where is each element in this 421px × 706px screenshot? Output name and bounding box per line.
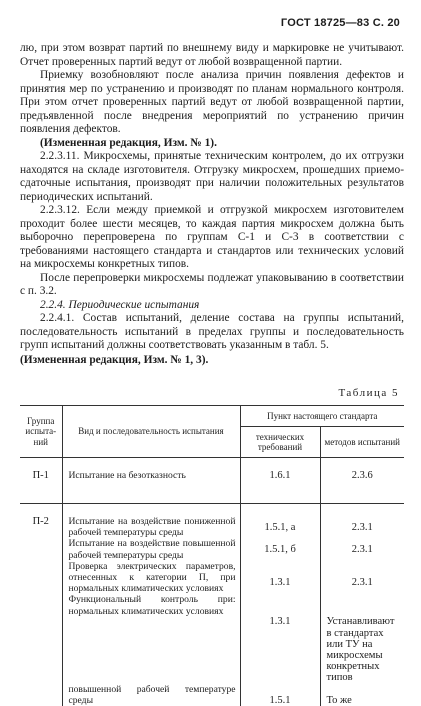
clause-2-2-4-1: 2.2.4.1. Состав испытаний, деление состава на группы испытаний, последовательность испытаний в пределах группы и последовательность групп испытаний должны соответствовать указанным в табл. 5. — [20, 312, 404, 351]
group-cell: П-2 — [20, 504, 62, 539]
column-header-methods: методов испытаний — [320, 427, 404, 458]
requirement-cell: 1.3.1 — [240, 594, 320, 683]
group-cell — [20, 561, 62, 595]
requirement-cell: 1.5.1, б — [240, 538, 320, 560]
test-cell: Испытание на безотказность — [62, 458, 240, 504]
amendment-note: (Измененная редакция, Изм. № 1, 3). — [20, 353, 209, 366]
method-cell: 2.3.6 — [320, 458, 404, 504]
amendment-note: (Измененная редакция, Изм. № 1). — [40, 136, 217, 149]
requirement-cell: 1.3.1 — [240, 561, 320, 595]
paragraph: После перепроверки микросхемы подлежат упаковыванию в соответствии с п. 3.2. — [20, 271, 404, 297]
paragraph: лю, при этом возврат партий по внешнему виду и маркировке не учитывают. Отчет проверенных партий ведут от любой возвращенной партии. — [20, 42, 404, 68]
table-row — [20, 594, 404, 683]
test-cell: Функциональный контроль при: нормальных климатических условиях — [62, 594, 240, 683]
requirement-cell: 1.5.1, а — [240, 504, 320, 539]
test-cell: Испытание на воздействие повышенной рабочей температуры среды — [62, 538, 240, 560]
table-caption: Таблица 5 — [338, 387, 399, 399]
table-row — [20, 504, 404, 539]
method-cell: То же — [320, 684, 404, 706]
method-cell: 2.3.1 — [320, 504, 404, 539]
clause-2-2-3-12: 2.2.3.12. Если между приемкой и отгрузкой микросхем изготовителем проходит более шести месяцев, то каждая партия микросхем должна быть выборочно перепроверена по группам С-1 и С-3 в соответствии с требованиями настоящего стандарта и стандартов или технических условий на микросхемы конкретных типов. — [20, 204, 404, 270]
table-row — [20, 458, 404, 504]
group-cell — [20, 594, 62, 683]
method-cell: Устанавливают в стандартах или ТУ на микросхемы конкретных типов — [320, 594, 404, 683]
table-row — [20, 684, 404, 706]
page-header: ГОСТ 18725—83 С. 20 — [280, 17, 400, 29]
column-header-requirements: технических требований — [240, 427, 320, 458]
method-cell: 2.3.1 — [320, 561, 404, 595]
test-cell: Проверка электрических параметров, отнесенных к категории П, при нормальных климатических условиях — [62, 561, 240, 595]
requirement-cell: 1.6.1 — [240, 458, 320, 504]
section-heading: 2.2.4. Периодические испытания — [40, 298, 200, 311]
table-row — [20, 561, 404, 595]
column-header-group: Группа испыта-ний — [20, 406, 62, 458]
column-header-clause: Пункт настоящего стандарта — [240, 406, 404, 427]
test-cell: повышенной рабочей температуре среды — [62, 684, 240, 706]
clause-2-2-3-11: 2.2.3.11. Микросхемы, принятые техническим контролем, до их отгрузки находятся на складе изготовителя. Отгрузку микросхем, прошедших приемо-сдаточные испытания, производят при наличии положительных результатов периодических испытаний. — [20, 150, 404, 203]
group-cell — [20, 538, 62, 560]
document-body — [20, 42, 404, 367]
requirement-cell: 1.5.1 — [240, 684, 320, 706]
tests-table — [20, 405, 404, 706]
column-header-test: Вид и последовательность испытания — [62, 406, 240, 458]
group-cell — [20, 684, 62, 706]
paragraph: Приемку возобновляют после анализа причин появления дефектов и принятия мер по устранению и производят по планам нормального контроля. При этом отчет проверенных партий ведут от любой возвращенной партии, предъявленной после внедрения мероприятий по устранению причин появления дефектов. — [20, 69, 404, 135]
group-cell: П-1 — [20, 458, 62, 504]
method-cell: 2.3.1 — [320, 538, 404, 560]
test-cell: Испытание на воздействие пониженной рабочей температуры среды — [62, 504, 240, 539]
table-row — [20, 538, 404, 560]
